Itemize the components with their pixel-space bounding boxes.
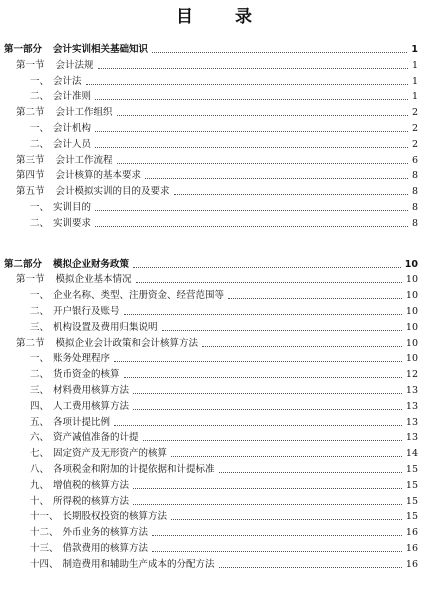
toc-entry-label [0,186,170,198]
toc-entry-title: 机构设置及费用归集说明 [53,321,158,333]
dot-leader [95,99,408,100]
toc-entry-title: 模拟企业财务政策 [53,258,130,270]
toc-entry-page: 13 [405,416,418,428]
toc-entry-label [0,123,91,135]
dot-leader [124,377,402,378]
toc-entry-page: 15 [405,464,418,475]
toc-entry-item[interactable] [0,523,428,539]
toc-entry-title: 会计实训相关基础知识 [53,44,149,55]
dot-leader [219,472,402,473]
toc-entry-part[interactable] [0,255,428,271]
toc-entry-number: 第一节 [16,274,45,286]
toc-entry-item[interactable] [0,507,428,523]
dot-leader [162,330,402,331]
toc-entry-page: 10 [405,274,418,286]
toc-entry-label [0,369,120,381]
toc-entry-page: 12 [405,369,418,381]
toc-entry-label [0,464,215,476]
toc-entry-title: 借款费用的核算方法 [62,543,149,554]
toc-entry-number: 第五节 [16,186,45,198]
dot-leader [202,346,402,347]
toc-entry-item[interactable] [0,365,428,381]
toc-entry-number: 一、 [30,123,50,134]
toc-entry-number: 二、 [30,217,50,229]
toc-entry-title: 账务处理程序 [53,353,111,365]
toc-entry-page: 14 [405,448,418,460]
toc-entry-page: 2 [411,123,418,134]
dot-leader [219,567,402,568]
toc-entry-item[interactable] [0,413,428,429]
toc-entry-item[interactable] [0,135,428,151]
toc-entry-page: 15 [405,495,418,507]
dot-leader [114,361,402,362]
toc-entry-number: 三、 [30,385,50,396]
toc-entry-item[interactable] [0,539,428,555]
toc-entry-title: 模拟企业基本情况 [55,274,132,286]
dot-leader [152,551,402,552]
toc-entry-title: 增值税的核算方法 [53,479,130,491]
toc-entry-title: 各项税金和附加的计提依据和计提标准 [53,464,215,475]
toc-entry-number: 一、 [30,290,50,302]
toc-entry-label [0,76,82,88]
toc-entry-item[interactable] [0,492,428,508]
page-title: 目 录 [176,7,270,27]
toc-entry-label [0,107,113,119]
toc-entry-label [0,322,158,334]
toc-entry-section[interactable] [0,56,428,72]
toc-entry-title: 会计法规 [55,59,94,71]
toc-entry-number: 十二、 [30,527,59,539]
toc-entry-number: 十、 [30,495,50,507]
toc-entry-title: 会计核算的基本要求 [55,170,142,182]
dot-leader [133,267,401,268]
dot-leader [95,147,408,148]
toc-entry-page: 8 [411,186,418,198]
toc-entry-label [0,559,215,571]
toc-entry-title: 会计工作组织 [55,107,113,119]
toc-entry-title: 货币资金的核算 [53,369,120,381]
dot-leader [228,298,402,299]
toc-entry-title: 企业名称、类型、注册资金、经营范围等 [53,290,225,302]
toc-entry-title: 资产减值准备的计提 [53,432,139,444]
toc-entry-title: 材料费用核算方法 [53,385,130,396]
toc-entry-label [0,218,91,230]
toc-entry-number: 七、 [30,448,50,460]
dot-leader [171,519,402,520]
toc-entry-item[interactable] [0,349,428,365]
toc-entry-label [0,170,141,182]
toc-entry-label [0,306,120,318]
toc-entry-page: 16 [405,543,418,554]
toc-entry-page: 10 [405,353,418,365]
toc-entry-label [0,480,129,492]
toc-entry-label [0,338,198,350]
toc-entry-item[interactable] [0,397,428,413]
toc-entry-label [0,44,148,56]
toc-entry-page: 13 [405,400,418,412]
dot-leader [117,163,408,164]
toc-entry-title: 会计人员 [53,138,92,150]
toc-entry-page: 2 [411,107,418,119]
toc-entry-item[interactable] [0,87,428,103]
toc-entry-page: 1 [411,91,418,103]
toc-entry-item[interactable] [0,286,428,302]
toc-entry-title: 制造费用和辅助生产成本的分配方法 [62,558,215,570]
toc-entry-page: 2 [411,138,418,150]
toc-entry-title: 开户银行及账号 [53,306,120,317]
toc-entry-section[interactable] [0,151,428,167]
toc-entry-section[interactable] [0,270,428,286]
toc-entry-page: 8 [411,202,418,213]
toc-entry-number: 三、 [30,321,50,333]
dot-leader [124,314,402,315]
toc-entry-item[interactable] [0,302,428,318]
toc-entry-title: 实训要求 [53,217,92,229]
toc-entry-page: 6 [411,154,418,166]
toc-entry-number: 十一、 [30,511,59,523]
toc-entry-number: 第三节 [16,154,45,166]
toc-entry-item[interactable] [0,198,428,214]
toc-entry-page: 16 [405,527,418,539]
toc-entry-item[interactable] [0,381,428,397]
toc-entry-number: 第二部分 [4,258,43,270]
dot-leader [174,194,408,195]
dot-leader [143,440,402,441]
toc-entry-page: 10 [404,258,418,270]
toc-entry-number: 二、 [30,138,50,150]
dot-leader [114,425,402,426]
toc-entry-page: 16 [405,558,418,570]
toc-entry-page: 10 [405,337,418,349]
toc-entry-section[interactable] [0,334,428,350]
toc-entry-number: 第四节 [16,170,45,182]
dot-leader [136,282,402,283]
toc-entry-number: 第一部分 [4,44,43,55]
toc-entry-item[interactable] [0,119,428,135]
toc-entry-number: 十三、 [30,543,59,554]
toc-entry-number: 六、 [30,432,50,444]
toc-entry-title: 人工费用核算方法 [53,400,130,412]
toc-entry-title: 会计模拟实训的目的及要求 [55,186,170,198]
toc-entry-number: 十四、 [30,558,59,570]
toc-entry-page: 10 [405,321,418,333]
toc-entry-number: 第二节 [16,337,45,349]
toc-entry-label [0,259,129,271]
toc-entry-title: 会计机构 [53,123,92,134]
dot-leader [152,52,407,53]
toc-entry-part[interactable] [0,40,428,56]
toc-entry-label [0,417,110,429]
toc-entry-label [0,60,94,72]
toc-entry-item[interactable] [0,318,428,334]
toc-entry-label [0,543,148,555]
toc-entry-page: 8 [411,217,418,229]
dot-leader [171,456,402,457]
toc-entry-section[interactable] [0,182,428,198]
toc-entry-number: 二、 [30,369,50,381]
toc-entry-label [0,290,224,302]
toc-entry-number: 第一节 [16,59,45,71]
toc-entry-item[interactable] [0,72,428,88]
toc-entry-title: 所得税的核算方法 [53,495,130,507]
toc-entry-label [0,448,167,460]
toc-entry-page: 1 [411,75,418,87]
dot-leader [133,393,402,394]
toc-entry-label [0,527,148,539]
toc-entry-number: 八、 [30,464,50,475]
toc-entry-number: 二、 [30,306,50,317]
toc-entry-number: 九、 [30,479,50,491]
toc-entry-number: 二、 [30,91,50,103]
dot-leader [95,226,408,227]
toc-entry-label [0,401,129,413]
toc-entry-page: 10 [405,306,418,317]
toc-entry-title: 外币业务的核算方法 [62,527,149,539]
dot-leader [133,504,402,505]
toc-entry-item[interactable] [0,476,428,492]
toc-entry-page: 1 [411,59,418,71]
toc-entry-label [0,496,129,508]
toc-entry-item[interactable] [0,444,428,460]
toc-entry-title: 实训目的 [53,202,92,213]
toc-entry-page: 15 [405,511,418,523]
toc-entry-label [0,432,139,444]
toc-entry-label [0,139,91,151]
dot-leader [145,178,408,179]
toc-entry-item[interactable] [0,460,428,476]
toc-entry-page: 15 [405,479,418,491]
toc-entry-page: 1 [411,44,418,55]
toc-entry-page: 10 [405,290,418,302]
dot-leader [98,68,408,69]
toc-entry-label [0,91,91,103]
dot-leader [133,409,402,410]
toc-entry-page: 13 [405,385,418,396]
toc-entry-label [0,202,91,214]
dot-leader [86,84,408,85]
toc-entry-number: 第二节 [16,107,45,119]
dot-leader [117,115,408,116]
dot-leader [95,210,408,211]
toc-entry-number: 五、 [30,416,50,428]
toc-entry-item[interactable] [0,214,428,230]
toc-entry-section[interactable] [0,103,428,119]
toc-entry-title: 固定资产及无形资产的核算 [53,448,168,460]
toc-entry-number: 一、 [30,75,50,87]
dot-leader [95,131,408,132]
dot-leader [133,488,402,489]
toc-entry-item[interactable] [0,555,428,571]
toc-entry-label [0,274,132,286]
toc-entry-number: 四、 [30,400,50,412]
toc-entry-number: 一、 [30,353,50,365]
toc-entry-label [0,511,167,523]
toc-entry-title: 会计法 [53,75,82,87]
toc-entry-label [0,385,129,397]
toc-entry-title: 会计准则 [53,91,92,103]
toc-entry-number: 一、 [30,202,50,213]
toc-entry-label [0,155,113,167]
toc-entry-label [0,353,110,365]
toc-entry-title: 模拟企业会计政策和会计核算方法 [55,337,199,349]
toc-entry-page: 8 [411,170,418,182]
dot-leader [152,535,402,536]
toc-entry-title: 会计工作流程 [55,154,113,166]
toc-entry-title: 各项计提比例 [53,416,111,428]
toc-entry-page: 13 [405,432,418,444]
toc-entry-item[interactable] [0,428,428,444]
toc-entry-title: 长期股权投资的核算方法 [62,511,168,523]
toc-entry-section[interactable] [0,166,428,182]
